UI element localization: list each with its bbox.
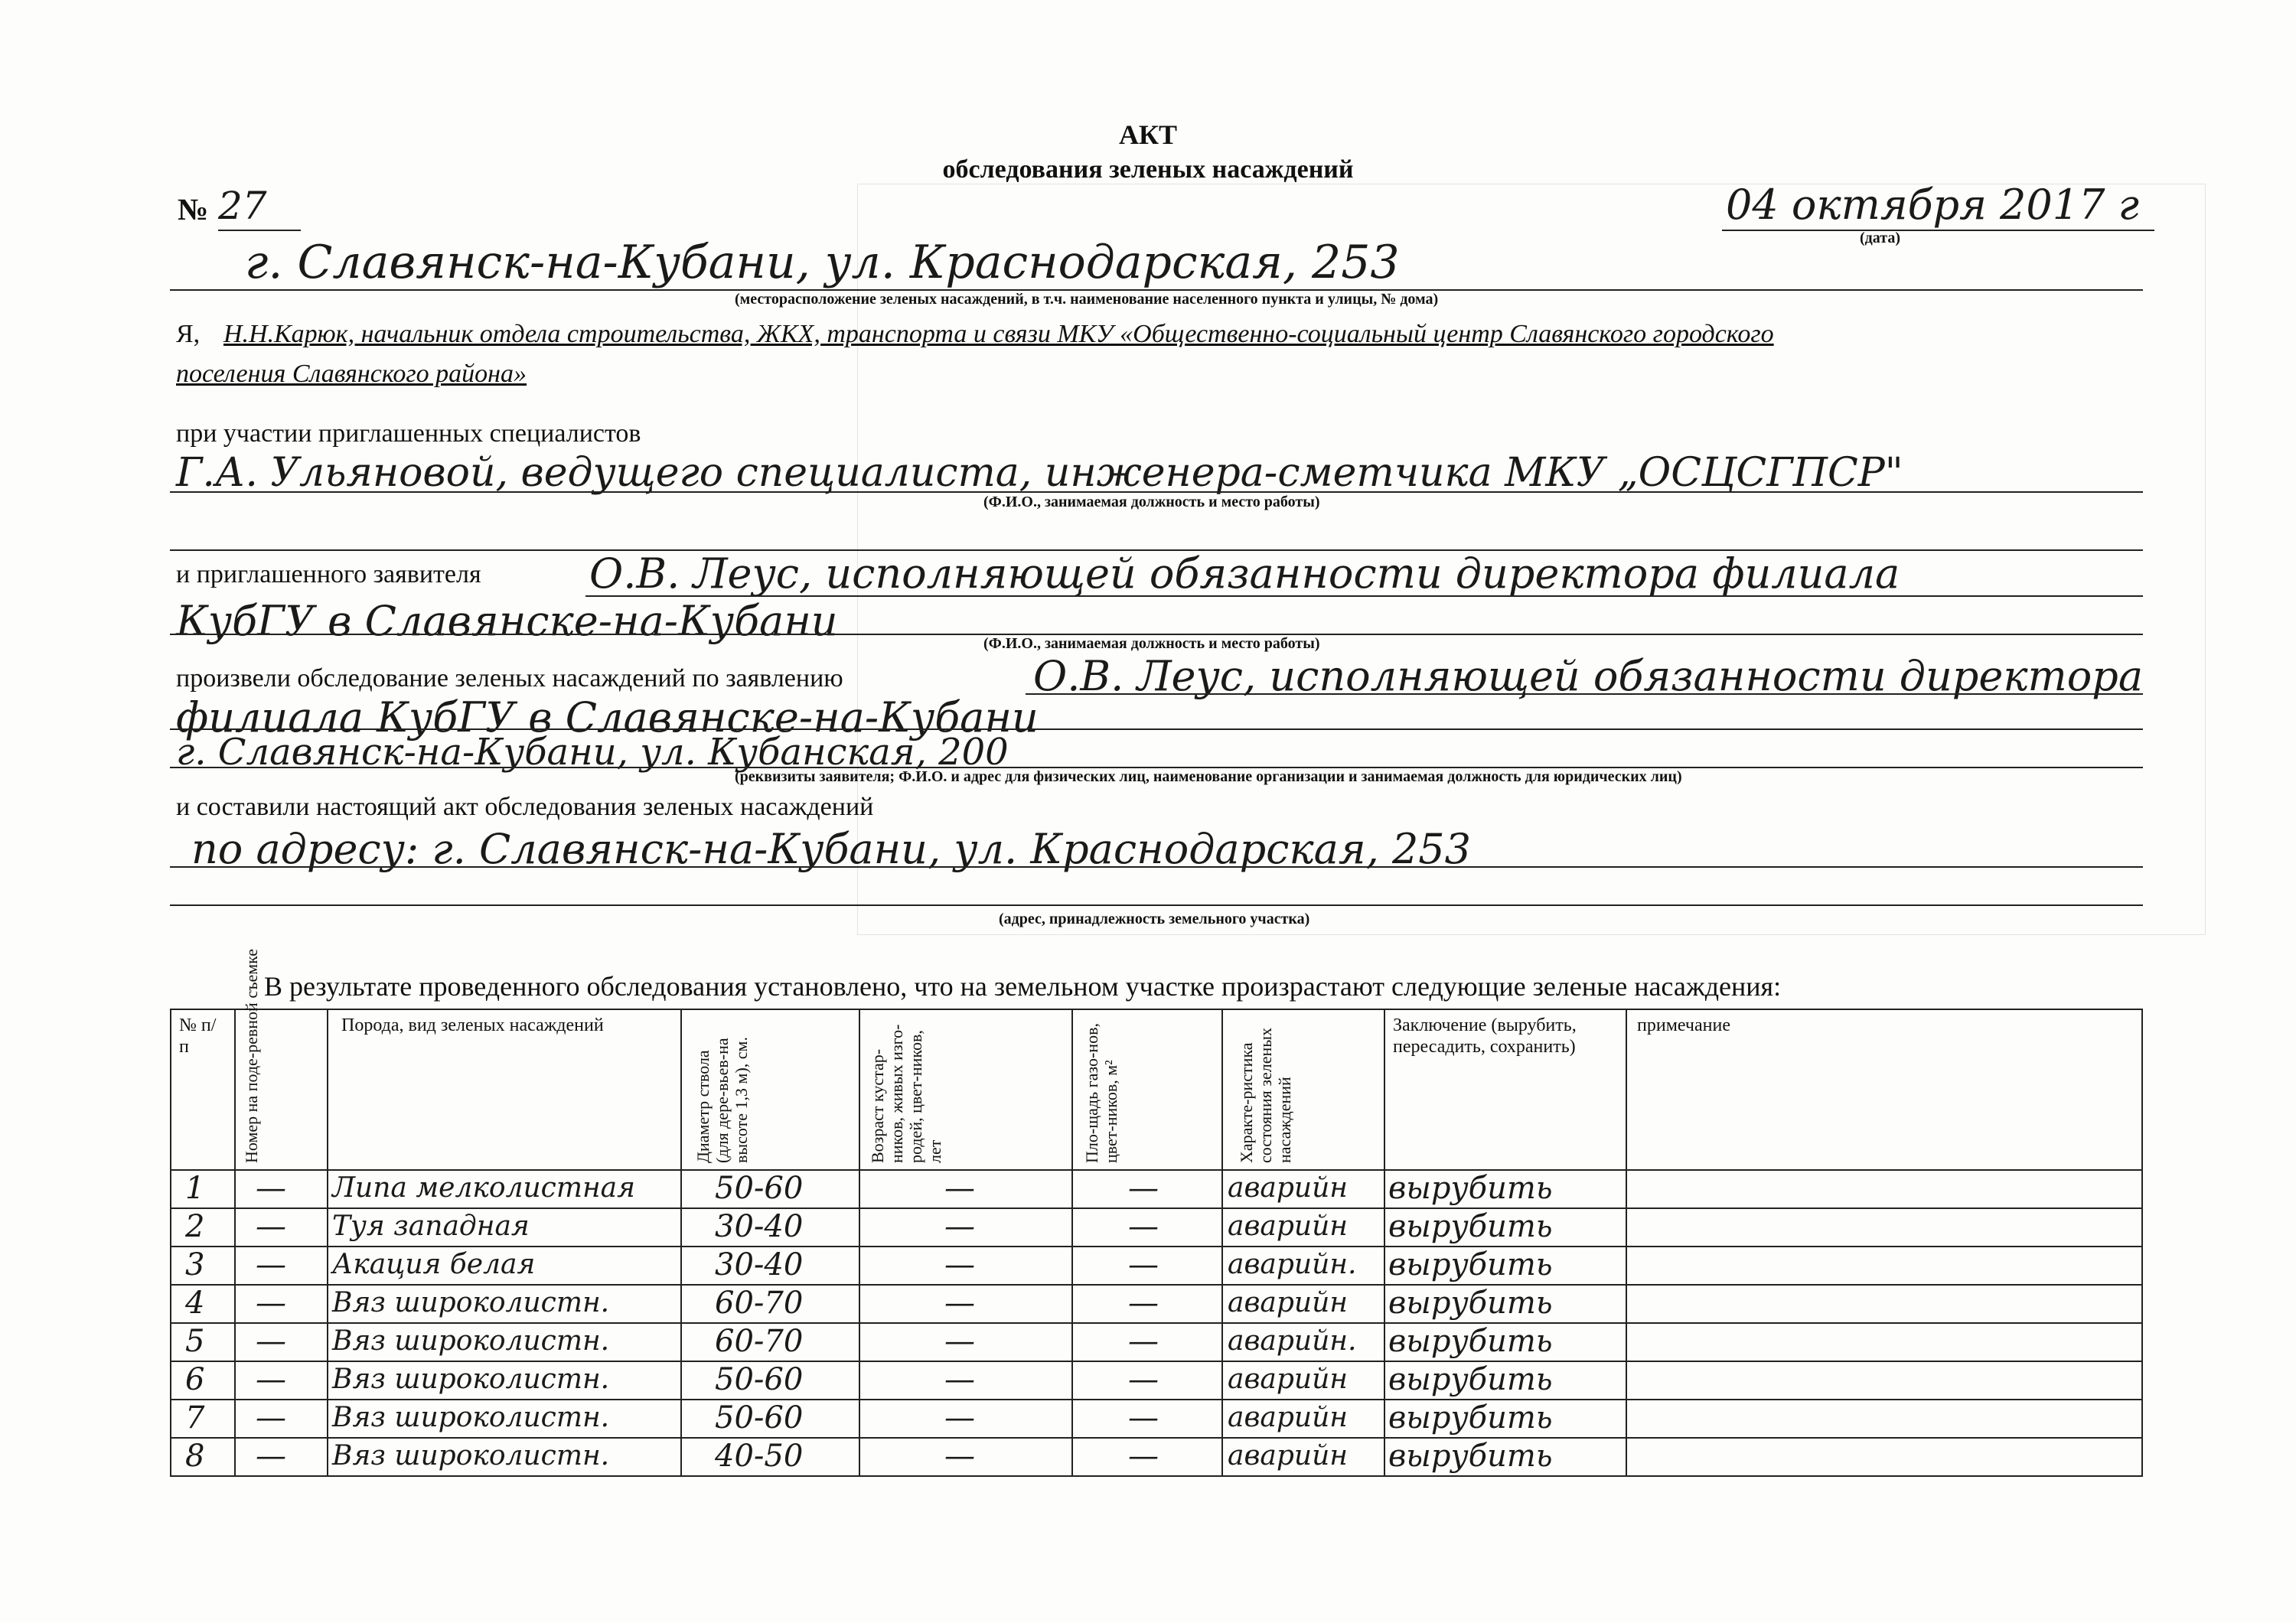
row-1-area: — xyxy=(1128,1171,1159,1206)
header-species: Порода, вид зеленых насаждений xyxy=(341,1015,604,1035)
doc-title: АКТ xyxy=(1118,119,1178,150)
specialists-underline xyxy=(170,491,2143,493)
applicant-caption: (Ф.И.О., занимаемая должность и место работы) xyxy=(983,635,1320,652)
row-4-diameter: 60-70 xyxy=(715,1286,804,1321)
row-7-num: 7 xyxy=(185,1400,205,1436)
row-4-conclusion: вырубить xyxy=(1388,1286,1553,1321)
inspector-prefix: Я, xyxy=(176,320,201,348)
row-1-survey: — xyxy=(256,1171,286,1206)
row-4-species: Вяз широколистн. xyxy=(332,1287,610,1318)
row-6-conclusion: вырубить xyxy=(1388,1362,1553,1397)
row-7-age: — xyxy=(944,1400,975,1436)
header-note: примечание xyxy=(1637,1015,1730,1035)
col-divider xyxy=(1626,1010,1627,1475)
row-8-species: Вяз широколистн. xyxy=(332,1440,610,1471)
row-3-conclusion: вырубить xyxy=(1388,1247,1553,1282)
row-1-diameter: 50-60 xyxy=(715,1171,804,1206)
row-4-area: — xyxy=(1128,1286,1159,1321)
row-4-age: — xyxy=(944,1286,975,1321)
header-survey: Номер на поде-ревной съемке xyxy=(242,948,261,1163)
row-2-diameter: 30-40 xyxy=(715,1209,804,1244)
row-2-conclusion: вырубить xyxy=(1388,1209,1553,1244)
row-8-conclusion: вырубить xyxy=(1388,1439,1553,1474)
applicant-label: и приглашенного заявителя xyxy=(176,560,481,588)
row-7-diameter: 50-60 xyxy=(715,1400,804,1436)
row-8-condition: аварийн xyxy=(1228,1440,1349,1471)
number-underline xyxy=(218,230,301,231)
address-underline-2 xyxy=(170,904,2143,906)
row-2-area: — xyxy=(1128,1209,1159,1244)
row-1-species: Липа мелколистная xyxy=(332,1172,635,1204)
applicant-value-1: О.В. Леус, исполняющей обязанности директора филиала xyxy=(589,549,1900,598)
specialists-caption: (Ф.И.О., занимаемая должность и место работы) xyxy=(983,494,1320,510)
row-8-area: — xyxy=(1128,1439,1159,1474)
act-date: 04 октября 2017 г xyxy=(1726,181,2139,229)
col-divider xyxy=(1071,1010,1073,1475)
row-7-survey: — xyxy=(256,1400,286,1436)
header-num: № п/ п xyxy=(179,1015,217,1057)
col-divider xyxy=(327,1010,328,1475)
row-5-diameter: 60-70 xyxy=(715,1324,804,1359)
address-label: и составили настоящий акт обследования зеленых насаждений xyxy=(176,793,874,821)
row-5-species: Вяз широколистн. xyxy=(332,1325,610,1357)
row-5-num: 5 xyxy=(185,1324,205,1359)
row-4-survey: — xyxy=(256,1286,286,1321)
row-1-conclusion: вырубить xyxy=(1388,1171,1553,1206)
row-6-diameter: 50-60 xyxy=(715,1362,804,1397)
specialists-value: Г.А. Ульяновой, ведущего специалиста, инженера-сметчика МКУ „ОСЦСГПСР" xyxy=(176,450,1903,496)
number-label: № xyxy=(178,192,209,227)
row-6-age: — xyxy=(944,1362,975,1397)
row-3-num: 3 xyxy=(185,1247,205,1282)
specialists-label: при участии приглашенных специалистов xyxy=(176,419,641,448)
request-label: произвели обследование зеленых насаждений по заявлению xyxy=(176,664,843,693)
header-age: Возраст кустар-ников, живых изго-родей, цвет-ников, лет xyxy=(868,1024,944,1163)
address-underline-1 xyxy=(170,866,2143,868)
address-value: по адресу: г. Славянск-на-Кубани, ул. Краснодарская, 253 xyxy=(191,825,1472,873)
act-number: 27 xyxy=(218,184,267,228)
row-5-condition: аварийн. xyxy=(1228,1325,1357,1357)
header-diameter: Диаметр ствола (для дере-вьев-на высоте 1,3 м), см. xyxy=(693,1037,751,1163)
header-area: Пло-щадь газо-нов, цвет-ников, м² xyxy=(1082,1023,1120,1163)
row-3-area: — xyxy=(1128,1247,1159,1282)
row-2-num: 2 xyxy=(185,1209,205,1244)
col-divider xyxy=(234,1010,236,1475)
row-6-species: Вяз широколистн. xyxy=(332,1364,610,1395)
row-5-area: — xyxy=(1128,1324,1159,1359)
row-7-species: Вяз широколистн. xyxy=(332,1402,610,1433)
row-8-num: 8 xyxy=(185,1439,205,1474)
request-value-2: филиала КубГУ в Славянске-на-Кубани xyxy=(176,693,1039,741)
location-caption: (месторасположение зеленых насаждений, в т.ч. наименование населенного пункта и улицы, № дома) xyxy=(735,291,1439,308)
col-divider xyxy=(1384,1010,1385,1475)
request-underline-2 xyxy=(170,728,2143,730)
date-underline xyxy=(1722,230,2154,231)
address-caption: (адрес, принадлежность земельного участка) xyxy=(999,911,1310,927)
location-value: г. Славянск-на-Кубани, ул. Краснодарская, 253 xyxy=(245,236,1400,289)
request-value-1: О.В. Леус, исполняющей обязанности директора xyxy=(1033,652,2144,700)
row-8-age: — xyxy=(944,1439,975,1474)
applicant-value-2: КубГУ в Славянске-на-Кубани xyxy=(176,597,838,645)
row-4-num: 4 xyxy=(185,1286,205,1321)
row-3-species: Акация белая xyxy=(332,1249,536,1280)
row-1-age: — xyxy=(944,1171,975,1206)
row-7-condition: аварийн xyxy=(1228,1402,1349,1433)
col-divider xyxy=(859,1010,860,1475)
request-caption: (реквизиты заявителя; Ф.И.О. и адрес для физических лиц, наименование организации и занимаемая должность для юридических лиц) xyxy=(735,768,1682,785)
row-7-conclusion: вырубить xyxy=(1388,1400,1553,1436)
row-1-condition: аварийн xyxy=(1228,1172,1349,1204)
row-6-num: 6 xyxy=(185,1362,205,1397)
row-2-age: — xyxy=(944,1209,975,1244)
request-value-3: г. Славянск-на-Кубани, ул. Кубанская, 200 xyxy=(176,731,1009,774)
row-3-diameter: 30-40 xyxy=(715,1247,804,1282)
row-4-condition: аварийн xyxy=(1228,1287,1349,1318)
header-conclusion: Заключение (вырубить, пересадить, сохранить) xyxy=(1393,1015,1577,1057)
row-8-diameter: 40-50 xyxy=(715,1439,804,1474)
row-8-survey: — xyxy=(256,1439,286,1474)
doc-subtitle: обследования зеленых насаждений xyxy=(942,155,1354,184)
row-5-survey: — xyxy=(256,1324,286,1359)
row-2-survey: — xyxy=(256,1209,286,1244)
date-caption: (дата) xyxy=(1860,230,1900,246)
inspector-line-2: поселения Славянского района» xyxy=(176,360,527,388)
request-underline-1 xyxy=(1026,693,2143,695)
row-7-area: — xyxy=(1128,1400,1159,1436)
col-divider xyxy=(1221,1010,1223,1475)
inspector-line-1: Н.Н.Карюк, начальник отдела строительства, ЖКХ, транспорта и связи МКУ «Общественно-социальный центр Славянского городского xyxy=(223,320,1774,348)
row-1-num: 1 xyxy=(185,1171,205,1206)
row-3-age: — xyxy=(944,1247,975,1282)
row-3-survey: — xyxy=(256,1247,286,1282)
row-6-survey: — xyxy=(256,1362,286,1397)
row-2-species: Туя западная xyxy=(332,1211,530,1242)
row-6-area: — xyxy=(1128,1362,1159,1397)
row-5-conclusion: вырубить xyxy=(1388,1324,1553,1359)
result-text: В результате проведенного обследования установлено, что на земельном участке произрастают следующие зеленые насаждения: xyxy=(264,971,1782,1002)
row-2-condition: аварийн xyxy=(1228,1211,1349,1242)
row-3-condition: аварийн. xyxy=(1228,1249,1357,1280)
header-condition: Характе-ристика состояния зеленых насаждений xyxy=(1237,1027,1294,1163)
row-6-condition: аварийн xyxy=(1228,1364,1349,1395)
row-5-age: — xyxy=(944,1324,975,1359)
col-divider xyxy=(680,1010,682,1475)
